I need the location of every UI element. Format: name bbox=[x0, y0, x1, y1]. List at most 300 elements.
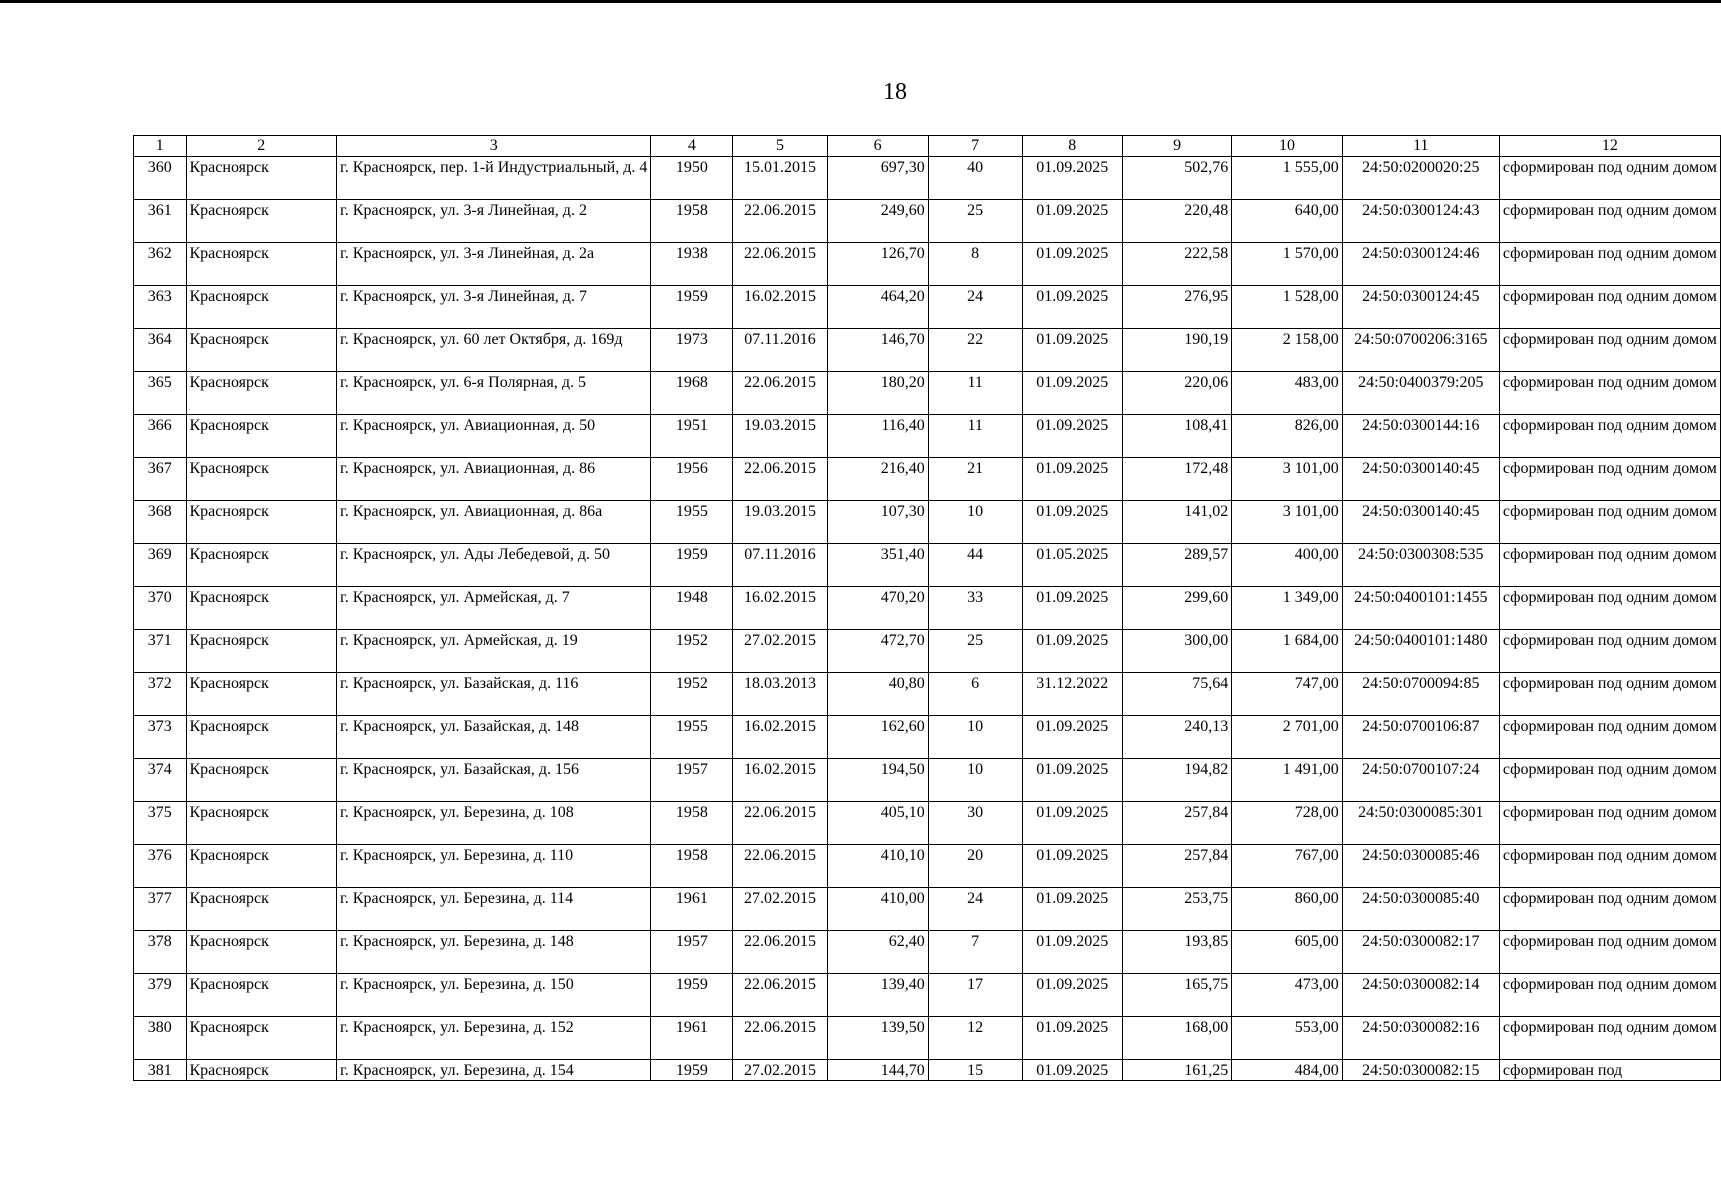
year-cell: 1958 bbox=[651, 802, 733, 845]
area-cell: 107,30 bbox=[827, 501, 928, 544]
year-cell: 1958 bbox=[651, 200, 733, 243]
area-cell: 139,40 bbox=[827, 974, 928, 1017]
count-cell: 15 bbox=[928, 1060, 1022, 1081]
amount-cell: 1 684,00 bbox=[1232, 630, 1342, 673]
row-number-cell: 368 bbox=[134, 501, 187, 544]
area-cell: 464,20 bbox=[827, 286, 928, 329]
count-cell: 11 bbox=[928, 372, 1022, 415]
count-cell: 44 bbox=[928, 544, 1022, 587]
due-date-cell: 01.09.2025 bbox=[1022, 501, 1123, 544]
due-date-cell: 01.09.2025 bbox=[1022, 587, 1123, 630]
due-date-cell: 01.09.2025 bbox=[1022, 974, 1123, 1017]
note-cell: сформирован под одним домом bbox=[1499, 587, 1720, 630]
area-cell: 180,20 bbox=[827, 372, 928, 415]
value-cell: 220,48 bbox=[1123, 200, 1232, 243]
value-cell: 172,48 bbox=[1123, 458, 1232, 501]
city-cell: Красноярск bbox=[186, 716, 337, 759]
year-cell: 1938 bbox=[651, 243, 733, 286]
address-cell: г. Красноярск, ул. Ады Лебедевой, д. 50 bbox=[337, 544, 651, 587]
row-number-cell: 370 bbox=[134, 587, 187, 630]
note-cell: сформирован под одним домом bbox=[1499, 845, 1720, 888]
area-cell: 249,60 bbox=[827, 200, 928, 243]
count-cell: 30 bbox=[928, 802, 1022, 845]
area-cell: 470,20 bbox=[827, 587, 928, 630]
value-cell: 220,06 bbox=[1123, 372, 1232, 415]
note-cell: сформирован под одним домом bbox=[1499, 802, 1720, 845]
cadastral-number-cell: 24:50:0300085:40 bbox=[1342, 888, 1499, 931]
value-cell: 257,84 bbox=[1123, 845, 1232, 888]
row-number-cell: 375 bbox=[134, 802, 187, 845]
address-cell: г. Красноярск, ул. 6-я Полярная, д. 5 bbox=[337, 372, 651, 415]
city-cell: Красноярск bbox=[186, 157, 337, 200]
amount-cell: 484,00 bbox=[1232, 1060, 1342, 1081]
note-cell: сформирован под одним домом bbox=[1499, 200, 1720, 243]
area-cell: 62,40 bbox=[827, 931, 928, 974]
year-cell: 1955 bbox=[651, 716, 733, 759]
year-cell: 1951 bbox=[651, 415, 733, 458]
date-cell: 22.06.2015 bbox=[733, 931, 827, 974]
row-number-cell: 374 bbox=[134, 759, 187, 802]
value-cell: 108,41 bbox=[1123, 415, 1232, 458]
note-cell: сформирован под одним домом bbox=[1499, 372, 1720, 415]
table-row bbox=[134, 501, 1721, 544]
due-date-cell: 01.09.2025 bbox=[1022, 759, 1123, 802]
date-cell: 16.02.2015 bbox=[733, 759, 827, 802]
table-row bbox=[134, 802, 1721, 845]
address-cell: г. Красноярск, ул. 3-я Линейная, д. 7 bbox=[337, 286, 651, 329]
amount-cell: 1 491,00 bbox=[1232, 759, 1342, 802]
area-cell: 405,10 bbox=[827, 802, 928, 845]
date-cell: 22.06.2015 bbox=[733, 200, 827, 243]
date-cell: 22.06.2015 bbox=[733, 845, 827, 888]
value-cell: 276,95 bbox=[1123, 286, 1232, 329]
column-header-11: 11 bbox=[1342, 136, 1499, 157]
date-cell: 27.02.2015 bbox=[733, 630, 827, 673]
table-header bbox=[134, 136, 1721, 157]
cadastral-number-cell: 24:50:0700106:87 bbox=[1342, 716, 1499, 759]
table-row bbox=[134, 329, 1721, 372]
column-header-9: 9 bbox=[1123, 136, 1232, 157]
row-number-cell: 364 bbox=[134, 329, 187, 372]
date-cell: 22.06.2015 bbox=[733, 458, 827, 501]
date-cell: 16.02.2015 bbox=[733, 286, 827, 329]
cadastral-number-cell: 24:50:0300082:14 bbox=[1342, 974, 1499, 1017]
area-cell: 146,70 bbox=[827, 329, 928, 372]
amount-cell: 553,00 bbox=[1232, 1017, 1342, 1060]
table-row bbox=[134, 888, 1721, 931]
year-cell: 1950 bbox=[651, 157, 733, 200]
table-row bbox=[134, 673, 1721, 716]
city-cell: Красноярск bbox=[186, 200, 337, 243]
amount-cell: 483,00 bbox=[1232, 372, 1342, 415]
count-cell: 21 bbox=[928, 458, 1022, 501]
count-cell: 25 bbox=[928, 630, 1022, 673]
top-border-line bbox=[0, 0, 1721, 3]
count-cell: 25 bbox=[928, 200, 1022, 243]
count-cell: 17 bbox=[928, 974, 1022, 1017]
year-cell: 1959 bbox=[651, 974, 733, 1017]
area-cell: 410,10 bbox=[827, 845, 928, 888]
amount-cell: 605,00 bbox=[1232, 931, 1342, 974]
year-cell: 1958 bbox=[651, 845, 733, 888]
address-cell: г. Красноярск, ул. Авиационная, д. 50 bbox=[337, 415, 651, 458]
address-cell: г. Красноярск, ул. Березина, д. 110 bbox=[337, 845, 651, 888]
table-row bbox=[134, 759, 1721, 802]
area-cell: 144,70 bbox=[827, 1060, 928, 1081]
city-cell: Красноярск bbox=[186, 888, 337, 931]
year-cell: 1961 bbox=[651, 888, 733, 931]
date-cell: 15.01.2015 bbox=[733, 157, 827, 200]
year-cell: 1959 bbox=[651, 286, 733, 329]
area-cell: 40,80 bbox=[827, 673, 928, 716]
area-cell: 410,00 bbox=[827, 888, 928, 931]
table-row bbox=[134, 931, 1721, 974]
cadastral-number-cell: 24:50:0300144:16 bbox=[1342, 415, 1499, 458]
count-cell: 6 bbox=[928, 673, 1022, 716]
count-cell: 8 bbox=[928, 243, 1022, 286]
city-cell: Красноярск bbox=[186, 802, 337, 845]
city-cell: Красноярск bbox=[186, 931, 337, 974]
due-date-cell: 31.12.2022 bbox=[1022, 673, 1123, 716]
city-cell: Красноярск bbox=[186, 372, 337, 415]
amount-cell: 3 101,00 bbox=[1232, 458, 1342, 501]
cadastral-number-cell: 24:50:0300124:45 bbox=[1342, 286, 1499, 329]
cadastral-number-cell: 24:50:0300082:15 bbox=[1342, 1060, 1499, 1081]
amount-cell: 1 555,00 bbox=[1232, 157, 1342, 200]
date-cell: 16.02.2015 bbox=[733, 716, 827, 759]
cadastral-number-cell: 24:50:0700206:3165 bbox=[1342, 329, 1499, 372]
cadastral-number-cell: 24:50:0200020:25 bbox=[1342, 157, 1499, 200]
address-cell: г. Красноярск, ул. 60 лет Октября, д. 169д bbox=[337, 329, 651, 372]
count-cell: 40 bbox=[928, 157, 1022, 200]
column-header-5: 5 bbox=[733, 136, 827, 157]
city-cell: Красноярск bbox=[186, 759, 337, 802]
date-cell: 19.03.2015 bbox=[733, 501, 827, 544]
due-date-cell: 01.09.2025 bbox=[1022, 1060, 1123, 1081]
row-number-cell: 361 bbox=[134, 200, 187, 243]
count-cell: 24 bbox=[928, 888, 1022, 931]
city-cell: Красноярск bbox=[186, 845, 337, 888]
due-date-cell: 01.09.2025 bbox=[1022, 200, 1123, 243]
registry-table bbox=[133, 135, 1721, 1081]
count-cell: 12 bbox=[928, 1017, 1022, 1060]
count-cell: 24 bbox=[928, 286, 1022, 329]
value-cell: 194,82 bbox=[1123, 759, 1232, 802]
value-cell: 502,76 bbox=[1123, 157, 1232, 200]
column-header-6: 6 bbox=[827, 136, 928, 157]
address-cell: г. Красноярск, ул. Березина, д. 154 bbox=[337, 1060, 651, 1081]
note-cell: сформирован под одним домом bbox=[1499, 415, 1720, 458]
address-cell: г. Красноярск, ул. 3-я Линейная, д. 2а bbox=[337, 243, 651, 286]
city-cell: Красноярск bbox=[186, 1017, 337, 1060]
date-cell: 07.11.2016 bbox=[733, 544, 827, 587]
city-cell: Красноярск bbox=[186, 501, 337, 544]
table-row bbox=[134, 630, 1721, 673]
due-date-cell: 01.09.2025 bbox=[1022, 243, 1123, 286]
count-cell: 10 bbox=[928, 759, 1022, 802]
area-cell: 194,50 bbox=[827, 759, 928, 802]
column-header-1: 1 bbox=[134, 136, 187, 157]
cadastral-number-cell: 24:50:0300085:301 bbox=[1342, 802, 1499, 845]
cadastral-number-cell: 24:50:0700094:85 bbox=[1342, 673, 1499, 716]
row-number-cell: 378 bbox=[134, 931, 187, 974]
due-date-cell: 01.09.2025 bbox=[1022, 329, 1123, 372]
address-cell: г. Красноярск, ул. Авиационная, д. 86 bbox=[337, 458, 651, 501]
year-cell: 1955 bbox=[651, 501, 733, 544]
cadastral-number-cell: 24:50:0300140:45 bbox=[1342, 458, 1499, 501]
city-cell: Красноярск bbox=[186, 415, 337, 458]
table-row bbox=[134, 458, 1721, 501]
date-cell: 27.02.2015 bbox=[733, 888, 827, 931]
value-cell: 240,13 bbox=[1123, 716, 1232, 759]
value-cell: 300,00 bbox=[1123, 630, 1232, 673]
cadastral-number-cell: 24:50:0400379:205 bbox=[1342, 372, 1499, 415]
due-date-cell: 01.09.2025 bbox=[1022, 630, 1123, 673]
amount-cell: 826,00 bbox=[1232, 415, 1342, 458]
year-cell: 1948 bbox=[651, 587, 733, 630]
due-date-cell: 01.09.2025 bbox=[1022, 458, 1123, 501]
amount-cell: 1 528,00 bbox=[1232, 286, 1342, 329]
city-cell: Красноярск bbox=[186, 544, 337, 587]
cadastral-number-cell: 24:50:0300082:17 bbox=[1342, 931, 1499, 974]
row-number-cell: 369 bbox=[134, 544, 187, 587]
value-cell: 299,60 bbox=[1123, 587, 1232, 630]
note-cell: сформирован под одним домом bbox=[1499, 673, 1720, 716]
table-row bbox=[134, 716, 1721, 759]
row-number-cell: 367 bbox=[134, 458, 187, 501]
city-cell: Красноярск bbox=[186, 243, 337, 286]
value-cell: 75,64 bbox=[1123, 673, 1232, 716]
city-cell: Красноярск bbox=[186, 1060, 337, 1081]
date-cell: 22.06.2015 bbox=[733, 1017, 827, 1060]
cadastral-number-cell: 24:50:0400101:1455 bbox=[1342, 587, 1499, 630]
address-cell: г. Красноярск, ул. Базайская, д. 148 bbox=[337, 716, 651, 759]
row-number-cell: 366 bbox=[134, 415, 187, 458]
due-date-cell: 01.09.2025 bbox=[1022, 931, 1123, 974]
row-number-cell: 379 bbox=[134, 974, 187, 1017]
year-cell: 1952 bbox=[651, 630, 733, 673]
area-cell: 472,70 bbox=[827, 630, 928, 673]
year-cell: 1959 bbox=[651, 1060, 733, 1081]
count-cell: 7 bbox=[928, 931, 1022, 974]
row-number-cell: 362 bbox=[134, 243, 187, 286]
table-row bbox=[134, 286, 1721, 329]
area-cell: 126,70 bbox=[827, 243, 928, 286]
year-cell: 1952 bbox=[651, 673, 733, 716]
column-header-10: 10 bbox=[1232, 136, 1342, 157]
column-header-3: 3 bbox=[337, 136, 651, 157]
city-cell: Красноярск bbox=[186, 329, 337, 372]
note-cell: сформирован под одним домом bbox=[1499, 286, 1720, 329]
table-row bbox=[134, 587, 1721, 630]
amount-cell: 640,00 bbox=[1232, 200, 1342, 243]
due-date-cell: 01.09.2025 bbox=[1022, 845, 1123, 888]
area-cell: 697,30 bbox=[827, 157, 928, 200]
column-header-7: 7 bbox=[928, 136, 1022, 157]
cadastral-number-cell: 24:50:0400101:1480 bbox=[1342, 630, 1499, 673]
date-cell: 07.11.2016 bbox=[733, 329, 827, 372]
count-cell: 33 bbox=[928, 587, 1022, 630]
area-cell: 116,40 bbox=[827, 415, 928, 458]
amount-cell: 1 570,00 bbox=[1232, 243, 1342, 286]
address-cell: г. Красноярск, ул. Березина, д. 108 bbox=[337, 802, 651, 845]
note-cell: сформирован под одним домом bbox=[1499, 759, 1720, 802]
cadastral-number-cell: 24:50:0300308:535 bbox=[1342, 544, 1499, 587]
city-cell: Красноярск bbox=[186, 587, 337, 630]
note-cell: сформирован под одним домом bbox=[1499, 243, 1720, 286]
cadastral-number-cell: 24:50:0300085:46 bbox=[1342, 845, 1499, 888]
note-cell: сформирован под одним домом bbox=[1499, 974, 1720, 1017]
date-cell: 19.03.2015 bbox=[733, 415, 827, 458]
date-cell: 22.06.2015 bbox=[733, 243, 827, 286]
table-row bbox=[134, 243, 1721, 286]
note-cell: сформирован под одним домом bbox=[1499, 630, 1720, 673]
area-cell: 351,40 bbox=[827, 544, 928, 587]
date-cell: 22.06.2015 bbox=[733, 372, 827, 415]
value-cell: 193,85 bbox=[1123, 931, 1232, 974]
table-row bbox=[134, 372, 1721, 415]
year-cell: 1961 bbox=[651, 1017, 733, 1060]
table-row bbox=[134, 974, 1721, 1017]
cadastral-number-cell: 24:50:0700107:24 bbox=[1342, 759, 1499, 802]
address-cell: г. Красноярск, ул. Армейская, д. 19 bbox=[337, 630, 651, 673]
note-cell: сформирован под одним домом bbox=[1499, 716, 1720, 759]
cadastral-number-cell: 24:50:0300140:45 bbox=[1342, 501, 1499, 544]
address-cell: г. Красноярск, ул. Авиационная, д. 86а bbox=[337, 501, 651, 544]
year-cell: 1957 bbox=[651, 931, 733, 974]
row-number-cell: 372 bbox=[134, 673, 187, 716]
date-cell: 18.03.2013 bbox=[733, 673, 827, 716]
amount-cell: 1 349,00 bbox=[1232, 587, 1342, 630]
column-header-8: 8 bbox=[1022, 136, 1123, 157]
note-cell: сформирован под одним домом bbox=[1499, 458, 1720, 501]
due-date-cell: 01.09.2025 bbox=[1022, 888, 1123, 931]
due-date-cell: 01.09.2025 bbox=[1022, 415, 1123, 458]
due-date-cell: 01.09.2025 bbox=[1022, 157, 1123, 200]
city-cell: Красноярск bbox=[186, 286, 337, 329]
table-row bbox=[134, 157, 1721, 200]
amount-cell: 2 158,00 bbox=[1232, 329, 1342, 372]
cadastral-number-cell: 24:50:0300124:43 bbox=[1342, 200, 1499, 243]
year-cell: 1968 bbox=[651, 372, 733, 415]
year-cell: 1956 bbox=[651, 458, 733, 501]
date-cell: 22.06.2015 bbox=[733, 974, 827, 1017]
area-cell: 139,50 bbox=[827, 1017, 928, 1060]
address-cell: г. Красноярск, ул. Армейская, д. 7 bbox=[337, 587, 651, 630]
value-cell: 222,58 bbox=[1123, 243, 1232, 286]
row-number-cell: 376 bbox=[134, 845, 187, 888]
date-cell: 22.06.2015 bbox=[733, 802, 827, 845]
note-cell: сформирован под одним домом bbox=[1499, 931, 1720, 974]
year-cell: 1957 bbox=[651, 759, 733, 802]
city-cell: Красноярск bbox=[186, 458, 337, 501]
count-cell: 20 bbox=[928, 845, 1022, 888]
due-date-cell: 01.09.2025 bbox=[1022, 716, 1123, 759]
value-cell: 161,25 bbox=[1123, 1060, 1232, 1081]
value-cell: 141,02 bbox=[1123, 501, 1232, 544]
amount-cell: 860,00 bbox=[1232, 888, 1342, 931]
city-cell: Красноярск bbox=[186, 673, 337, 716]
area-cell: 162,60 bbox=[827, 716, 928, 759]
address-cell: г. Красноярск, ул. Базайская, д. 156 bbox=[337, 759, 651, 802]
area-cell: 216,40 bbox=[827, 458, 928, 501]
due-date-cell: 01.05.2025 bbox=[1022, 544, 1123, 587]
address-cell: г. Красноярск, ул. Березина, д. 152 bbox=[337, 1017, 651, 1060]
due-date-cell: 01.09.2025 bbox=[1022, 372, 1123, 415]
row-number-cell: 381 bbox=[134, 1060, 187, 1081]
amount-cell: 473,00 bbox=[1232, 974, 1342, 1017]
note-cell: сформирован под одним домом bbox=[1499, 157, 1720, 200]
value-cell: 168,00 bbox=[1123, 1017, 1232, 1060]
year-cell: 1973 bbox=[651, 329, 733, 372]
address-cell: г. Красноярск, пер. 1-й Индустриальный, д. 4 bbox=[337, 157, 651, 200]
note-cell: сформирован под одним домом bbox=[1499, 501, 1720, 544]
row-number-cell: 365 bbox=[134, 372, 187, 415]
value-cell: 165,75 bbox=[1123, 974, 1232, 1017]
count-cell: 11 bbox=[928, 415, 1022, 458]
due-date-cell: 01.09.2025 bbox=[1022, 1017, 1123, 1060]
row-number-cell: 371 bbox=[134, 630, 187, 673]
note-cell: сформирован под одним домом bbox=[1499, 544, 1720, 587]
table-row bbox=[134, 415, 1721, 458]
value-cell: 190,19 bbox=[1123, 329, 1232, 372]
table-row bbox=[134, 200, 1721, 243]
amount-cell: 728,00 bbox=[1232, 802, 1342, 845]
date-cell: 16.02.2015 bbox=[733, 587, 827, 630]
year-cell: 1959 bbox=[651, 544, 733, 587]
amount-cell: 2 701,00 bbox=[1232, 716, 1342, 759]
address-cell: г. Красноярск, ул. Березина, д. 114 bbox=[337, 888, 651, 931]
address-cell: г. Красноярск, ул. Березина, д. 148 bbox=[337, 931, 651, 974]
due-date-cell: 01.09.2025 bbox=[1022, 802, 1123, 845]
row-number-cell: 360 bbox=[134, 157, 187, 200]
row-number-cell: 380 bbox=[134, 1017, 187, 1060]
note-cell: сформирован под одним домом bbox=[1499, 329, 1720, 372]
amount-cell: 747,00 bbox=[1232, 673, 1342, 716]
page-number: 18 bbox=[883, 79, 907, 105]
table-body bbox=[134, 157, 1721, 1081]
row-number-cell: 373 bbox=[134, 716, 187, 759]
header-row bbox=[134, 136, 1721, 157]
date-cell: 27.02.2015 bbox=[733, 1060, 827, 1081]
count-cell: 22 bbox=[928, 329, 1022, 372]
amount-cell: 400,00 bbox=[1232, 544, 1342, 587]
address-cell: г. Красноярск, ул. Базайская, д. 116 bbox=[337, 673, 651, 716]
cadastral-number-cell: 24:50:0300124:46 bbox=[1342, 243, 1499, 286]
table-row bbox=[134, 544, 1721, 587]
table-row bbox=[134, 845, 1721, 888]
cadastral-number-cell: 24:50:0300082:16 bbox=[1342, 1017, 1499, 1060]
value-cell: 289,57 bbox=[1123, 544, 1232, 587]
count-cell: 10 bbox=[928, 501, 1022, 544]
table-row bbox=[134, 1060, 1721, 1081]
note-cell: сформирован под одним домом bbox=[1499, 888, 1720, 931]
address-cell: г. Красноярск, ул. 3-я Линейная, д. 2 bbox=[337, 200, 651, 243]
address-cell: г. Красноярск, ул. Березина, д. 150 bbox=[337, 974, 651, 1017]
note-cell: сформирован под одним домом bbox=[1499, 1017, 1720, 1060]
column-header-4: 4 bbox=[651, 136, 733, 157]
table-row bbox=[134, 1017, 1721, 1060]
column-header-2: 2 bbox=[186, 136, 337, 157]
amount-cell: 767,00 bbox=[1232, 845, 1342, 888]
row-number-cell: 363 bbox=[134, 286, 187, 329]
city-cell: Красноярск bbox=[186, 630, 337, 673]
note-cell: сформирован под bbox=[1499, 1060, 1720, 1081]
due-date-cell: 01.09.2025 bbox=[1022, 286, 1123, 329]
value-cell: 257,84 bbox=[1123, 802, 1232, 845]
row-number-cell: 377 bbox=[134, 888, 187, 931]
column-header-12: 12 bbox=[1499, 136, 1720, 157]
